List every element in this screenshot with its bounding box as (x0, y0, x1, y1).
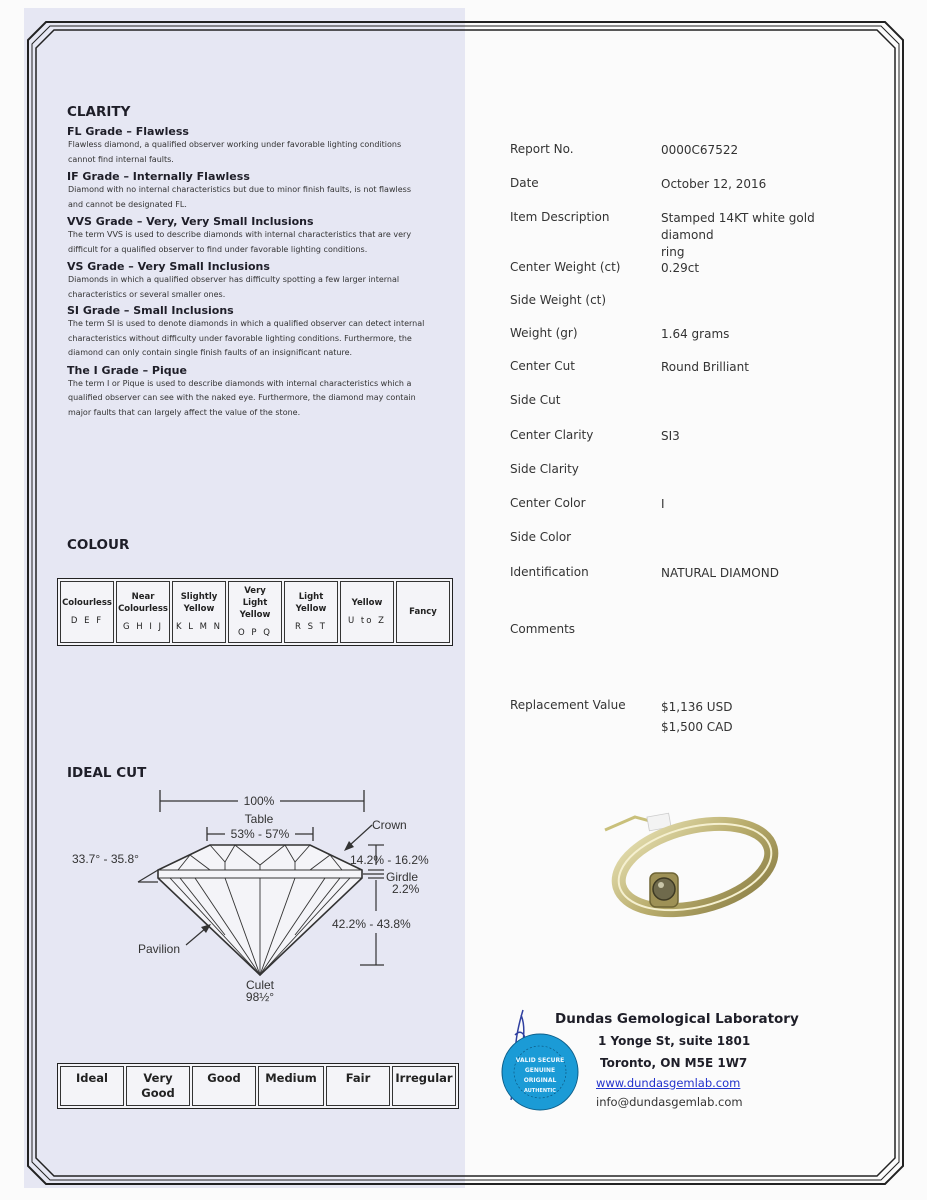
clarity-grade (67, 170, 443, 212)
culet-angle-label: 98½° (245, 990, 275, 1004)
cut-grade-label: Good (207, 1071, 241, 1085)
colour-grade-cell (60, 581, 114, 643)
lab-address-line2: Toronto, ON M5E 1W7 (600, 1056, 748, 1070)
ideal-cut-diagram (60, 785, 460, 1010)
colour-grade-cell (172, 581, 226, 643)
report-field-value (661, 210, 871, 261)
report-field-label: Identification (510, 565, 589, 579)
girdle-label: Girdle (386, 870, 419, 884)
colour-grade-code: O P Q (238, 628, 272, 638)
report-field-value-line: I (661, 497, 665, 511)
report-field-value-line: 0000C67522 (661, 143, 739, 157)
colour-grade-label: Slightly (180, 592, 218, 602)
report-field-value-line: 0.29ct (661, 261, 700, 275)
report-field-value-line: 1.64 grams (661, 327, 730, 341)
clarity-grade-list (67, 125, 443, 423)
clarity-grade-description: characteristics without difficulty under favorable lighting conditions. Furthermore, the (68, 333, 412, 343)
clarity-grade-description: diamond can only contain single finish faults of an insignificant nature. (68, 348, 353, 357)
cut-grade-cell (326, 1066, 390, 1106)
colour-grade-cell (116, 581, 170, 643)
cut-grade-label: Fair (345, 1071, 371, 1085)
clarity-grade-description: Diamond with no internal characteristics but due to minor finish faults, is not flawless (68, 185, 411, 194)
ideal-cut-heading: IDEAL CUT (67, 765, 147, 781)
clarity-grade (67, 215, 443, 257)
report-field-value (661, 565, 871, 582)
cut-grade-label: Irregular (395, 1071, 453, 1085)
clarity-grade-description: difficult for a qualified observer to find under favorable lighting conditions. (68, 244, 368, 254)
clarity-grade-title: VVS Grade – Very, Very Small Inclusions (67, 215, 314, 228)
clarity-grade-description: cannot find internal faults. (68, 154, 174, 164)
report-field-label: Center Weight (ct) (510, 260, 621, 274)
clarity-grade-title: FL Grade – Flawless (67, 125, 189, 138)
clarity-grade-description: Diamonds in which a qualified observer has difficulty spotting a few larger internal (68, 275, 400, 284)
colour-grade-label: Very (244, 586, 266, 596)
colour-grade-cell (284, 581, 338, 643)
report-field-label: Center Clarity (510, 428, 594, 442)
clarity-grade-description: The term SI is used to denote diamonds in which a qualified observer can detect internal (68, 319, 425, 328)
clarity-grade-description: and cannot be designated FL. (68, 199, 187, 209)
report-field-label: Comments (510, 622, 576, 636)
colour-grade-code: D E F (70, 616, 104, 626)
cut-grade-cell (392, 1066, 456, 1106)
colour-grade-label: Yellow (239, 610, 271, 620)
cut-grade-cell (126, 1066, 190, 1106)
colour-grade-code: R S T (295, 622, 327, 632)
clarity-grade (67, 125, 443, 167)
report-field-label: Side Color (510, 530, 572, 544)
clarity-grade-description: Flawless diamond, a qualified observer working under favorable lighting conditions (68, 140, 402, 149)
table-range-label: 53% - 57% (230, 827, 290, 841)
report-field-value (661, 176, 871, 193)
colour-grade-cell (396, 581, 450, 643)
cut-grade-table (57, 1063, 459, 1109)
colour-grade-cell (340, 581, 394, 643)
report-field-value (661, 359, 871, 376)
clarity-grade-description: The term I or Pique is used to describe diamonds with internal characteristics which a (68, 378, 412, 388)
report-field-value (661, 428, 871, 445)
colour-grade-code: K L M N (175, 622, 223, 632)
cut-grade-cell (258, 1066, 324, 1106)
clarity-heading: CLARITY (67, 104, 131, 120)
report-field-label: Date (510, 176, 539, 190)
report-field-value (661, 697, 871, 737)
colour-grade-label: Yellow (183, 604, 215, 614)
colour-grade-label: Colourless (118, 604, 168, 614)
lab-name: Dundas Gemological Laboratory (555, 1011, 799, 1027)
clarity-grade-title: IF Grade – Internally Flawless (67, 170, 250, 183)
colour-grade-label: Light (242, 598, 268, 608)
report-field-value-line: October 12, 2016 (661, 177, 767, 191)
cut-grade-label: Good (141, 1086, 175, 1100)
clarity-grade-description: qualified observer can see with the naked eye. Furthermore, the diamond may contain (68, 393, 416, 402)
colour-grade-label: Yellow (295, 604, 327, 614)
report-field-label: Side Clarity (510, 462, 579, 476)
girdle-value: 2.2% (392, 882, 420, 896)
report-field-value-line: Round Brilliant (661, 360, 749, 374)
crown-angle-label: 33.7° - 35.8° (72, 852, 139, 866)
pavilion-label: Pavilion (138, 942, 181, 956)
colour-grade-label: Near (131, 592, 155, 602)
clarity-grade (67, 260, 443, 302)
report-field-value-line: SI3 (661, 429, 680, 443)
report-field-label: Center Color (510, 496, 586, 510)
report-field-label: Weight (gr) (510, 326, 578, 340)
crown-label: Crown (372, 818, 407, 832)
ring-photo (590, 785, 780, 945)
clarity-grade (67, 304, 443, 361)
report-field-label: Replacement Value (510, 698, 626, 712)
report-field-value-line: Stamped 14KT white gold diamond (661, 211, 815, 242)
clarity-grade-title: The I Grade – Pique (67, 363, 187, 377)
svg-text:AUTHENTIC: AUTHENTIC (524, 1088, 556, 1094)
report-field-value (661, 142, 871, 159)
cut-grade-cell (60, 1066, 124, 1106)
report-field-value-line: $1,500 CAD (661, 720, 733, 734)
clarity-grade (67, 364, 443, 421)
colour-grade-label: Fancy (409, 607, 437, 617)
colour-grade-label: Yellow (351, 598, 383, 608)
colour-grade-code: G H I J (122, 622, 164, 632)
clarity-grade-description: characteristics or several smaller ones. (68, 289, 226, 299)
clarity-grade-title: VS Grade – Very Small Inclusions (67, 260, 270, 273)
lab-website-link[interactable]: www.dundasgemlab.com (596, 1076, 741, 1090)
colour-scale-table (57, 578, 453, 646)
report-field-label: Side Cut (510, 393, 561, 407)
lab-address-line1: 1 Yonge St, suite 1801 (598, 1034, 751, 1048)
report-field-value (661, 496, 871, 513)
svg-text:VALID SECURE: VALID SECURE (515, 1057, 565, 1064)
report-field-value-line: ring (661, 245, 685, 259)
colour-grade-label: Light (298, 592, 324, 602)
total-width-label: 100% (243, 794, 275, 808)
report-field-label: Item Description (510, 210, 610, 224)
report-field-value (661, 260, 871, 277)
lab-email: info@dundasgemlab.com (596, 1095, 743, 1109)
clarity-grade-description: major faults that can largely affect the value of the stone. (68, 407, 301, 417)
cut-grade-cell (192, 1066, 256, 1106)
table-label: Table (244, 812, 274, 826)
colour-grade-label: Colourless (62, 598, 112, 608)
report-field-value (661, 326, 871, 343)
clarity-grade-description: The term VVS is used to describe diamonds with internal characteristics that are very (68, 230, 412, 239)
colour-heading: COLOUR (67, 537, 130, 553)
crown-height-label: 14.2% - 16.2% (350, 853, 429, 867)
report-field-label: Side Weight (ct) (510, 293, 607, 307)
culet-label: Culet (245, 978, 275, 992)
cut-grade-label: Medium (265, 1071, 317, 1085)
clarity-grade-title: SI Grade – Small Inclusions (67, 304, 234, 317)
colour-grade-code: U to Z (348, 616, 386, 626)
report-field-label: Center Cut (510, 359, 575, 373)
pavilion-depth-label: 42.2% - 43.8% (332, 917, 411, 931)
svg-text:GENUINE: GENUINE (524, 1067, 556, 1074)
cut-grade-label: Ideal (75, 1071, 108, 1085)
colour-grade-cell (228, 581, 282, 643)
report-field-label: Report No. (510, 142, 574, 156)
cut-grade-label: Very (143, 1071, 173, 1085)
svg-text:ORIGINAL: ORIGINAL (523, 1077, 557, 1084)
report-field-value-line: NATURAL DIAMOND (661, 566, 779, 580)
report-field-value-line: $1,136 USD (661, 700, 733, 714)
